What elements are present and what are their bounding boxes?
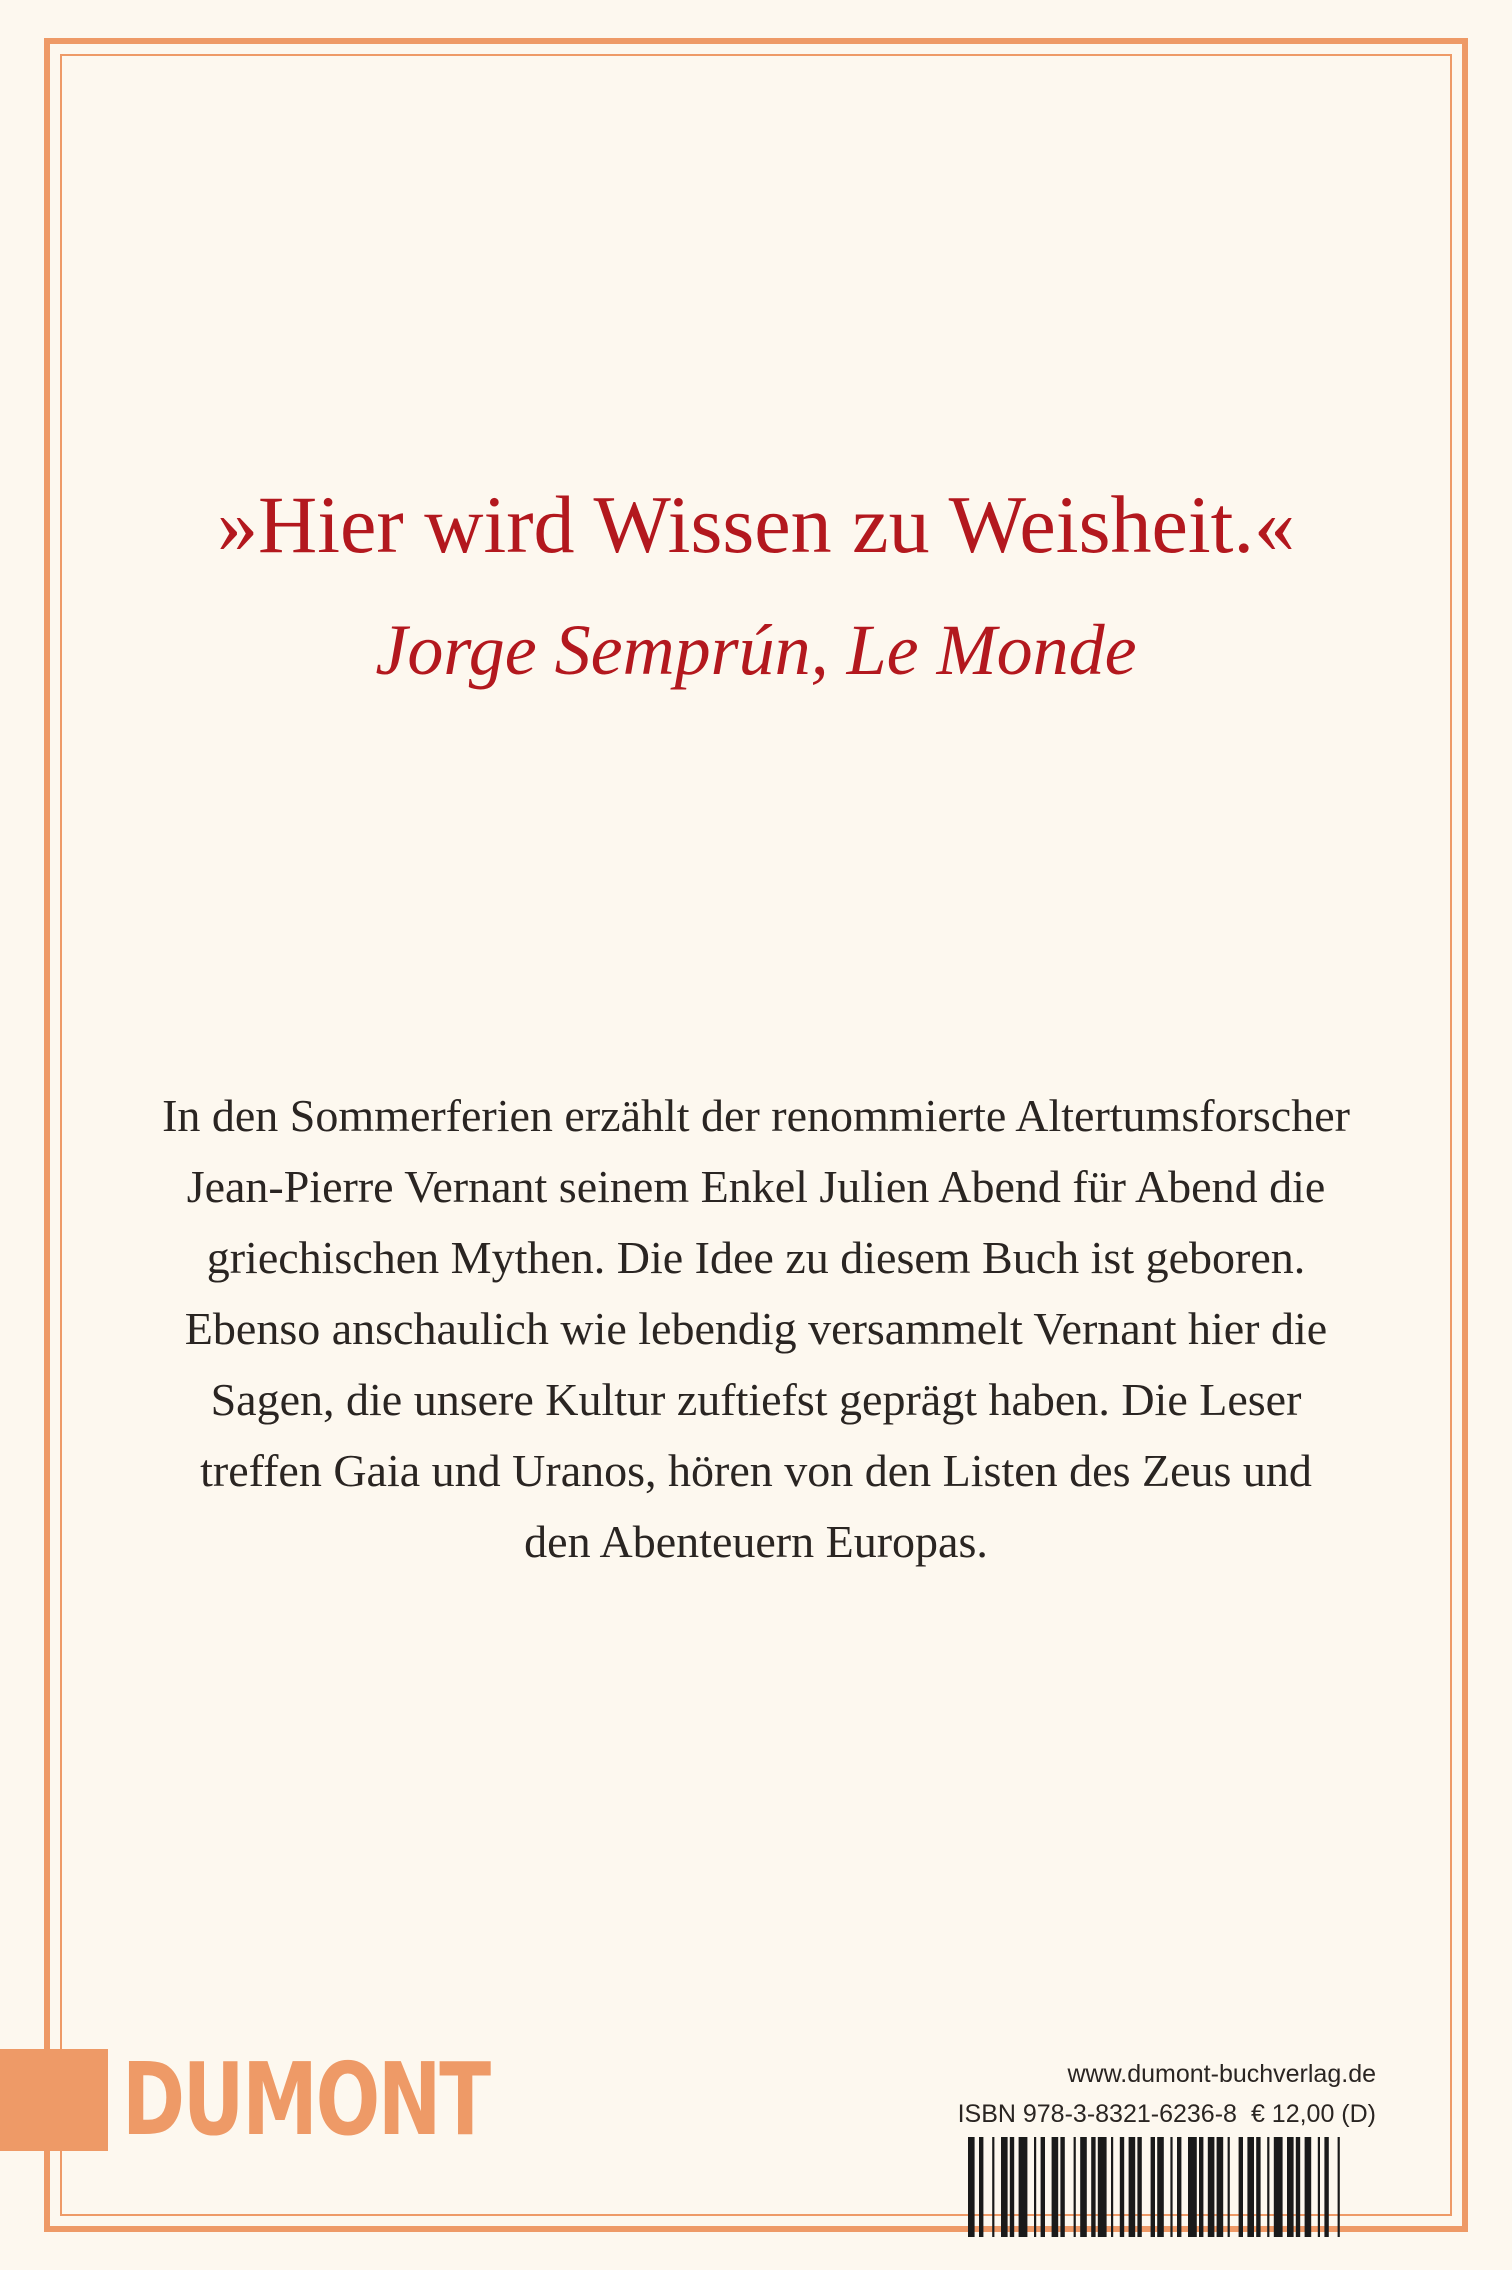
barcode-bar (1338, 2137, 1340, 2237)
barcode-bar (1305, 2137, 1312, 2237)
blurb-line: Jean-Pierre Vernant seinem Enkel Julien Abend für Abend die (186, 1161, 1326, 1212)
barcode-bar (1129, 2137, 1136, 2237)
barcode-bar (968, 2137, 975, 2237)
publisher-logo-bar (0, 2049, 108, 2151)
barcode-bar (1296, 2137, 1300, 2237)
barcode-bar (1177, 2137, 1181, 2237)
barcode-bar (1074, 2137, 1076, 2237)
barcode-bar (1137, 2137, 1141, 2237)
publisher-logo: DUMONT (122, 2041, 489, 2158)
blurb-line: Sagen, die unsere Kultur zuftiefst geprägt haben. Die Leser (210, 1374, 1302, 1425)
blurb-line: In den Sommerferien erzählt der renommierte Altertumsforscher (162, 1090, 1350, 1141)
barcode-bar (1019, 2137, 1028, 2237)
barcode-bar (1256, 2137, 1260, 2237)
barcode-bar (1034, 2137, 1036, 2237)
barcode-bar (1060, 2137, 1064, 2237)
barcode (968, 2137, 1376, 2237)
quote-attribution: Jorge Semprún, Le Monde (375, 610, 1137, 690)
isbn-price-line (958, 2098, 1376, 2130)
barcode-bar (1098, 2137, 1107, 2237)
barcode-bar (1170, 2137, 1172, 2237)
barcode-bar (1217, 2137, 1224, 2237)
barcode-bar (1318, 2137, 1320, 2237)
book-price: € 12,00 (D) (1250, 2100, 1376, 2128)
barcode-bar (1247, 2137, 1254, 2237)
barcode-bar (1188, 2137, 1197, 2237)
barcode-bar (1111, 2137, 1113, 2237)
publisher-url: www.dumont-buchverlag.de (1067, 2060, 1376, 2088)
barcode-bar (1010, 2137, 1014, 2237)
barcode-bar (1208, 2137, 1215, 2237)
barcode-bar (1091, 2137, 1095, 2237)
barcode-bar (979, 2137, 983, 2237)
blurb-line: griechischen Mythen. Die Idee zu diesem Buch ist geboren. (206, 1232, 1306, 1283)
barcode-bar (1120, 2137, 1124, 2237)
barcode-bar (1287, 2137, 1294, 2237)
blurb-line: Ebenso anschaulich wie lebendig versammelt Vernant hier die (184, 1303, 1328, 1354)
blurb-line: treffen Gaia und Uranos, hören von den Listen des Zeus und (200, 1445, 1312, 1496)
barcode-bar (1228, 2137, 1230, 2237)
blurb-line: den Abenteuern Europas. (524, 1516, 988, 1567)
barcode-bar (1151, 2137, 1155, 2237)
barcode-bar (1239, 2137, 1243, 2237)
barcode-bar (992, 2137, 994, 2237)
barcode-bar (1001, 2137, 1008, 2237)
isbn-number: ISBN 978-3-8321-6236-8 (957, 2100, 1237, 2128)
review-quote: »Hier wird Wissen zu Weisheit.« (217, 479, 1295, 570)
book-blurb (120, 1080, 1392, 1577)
barcode-bar (1324, 2137, 1328, 2237)
barcode-bar (1274, 2137, 1283, 2237)
barcode-bar (1041, 2137, 1045, 2237)
barcode-bar (1080, 2137, 1087, 2237)
barcode-bar (1157, 2137, 1164, 2237)
barcode-bar (1267, 2137, 1269, 2237)
barcode-bar (1052, 2137, 1059, 2237)
barcode-bar (1199, 2137, 1203, 2237)
